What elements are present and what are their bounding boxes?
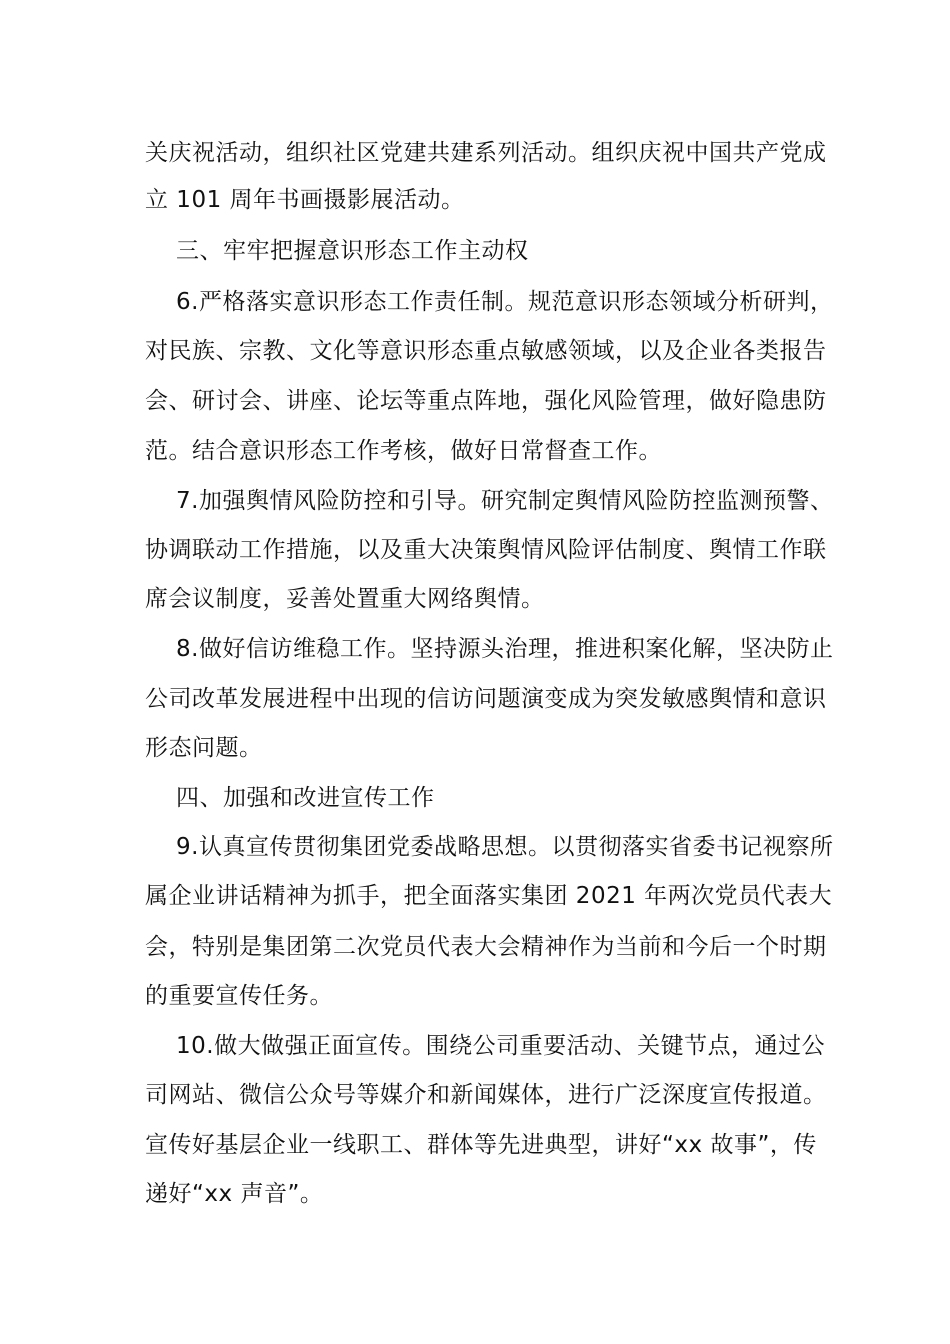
text-line: 会，特别是集团第二次党员代表大会精神作为当前和今后一个时期 [145,934,827,960]
text-line: 属企业讲话精神为抓手，把全面落实集团 2021 年两次党员代表大 [145,883,833,909]
text-line: 会、研讨会、讲座、论坛等重点阵地，强化风险管理，做好隐患防 [145,388,827,414]
text-line: 协调联动工作措施，以及重大决策舆情风险评估制度、舆情工作联 [145,537,827,563]
section-heading: 三、牢牢把握意识形态工作主动权 [176,238,529,264]
text-line: 公司改革发展进程中出现的信访问题演变成为突发敏感舆情和意识 [145,686,827,712]
text-line: 10.做大做强正面宣传。围绕公司重要活动、关键节点，通过公 [176,1033,826,1059]
text-line: 席会议制度，妥善处置重大网络舆情。 [145,586,545,612]
text-line: 递好“xx 声音”。 [145,1181,324,1207]
text-line: 9.认真宣传贯彻集团党委战略思想。以贯彻落实省委书记视察所 [176,834,834,860]
text-line: 关庆祝活动，组织社区党建共建系列活动。组织庆祝中国共产党成 [145,140,827,166]
text-line: 宣传好基层企业一线职工、群体等先进典型，讲好“xx 故事”，传 [145,1132,817,1158]
text-line: 6.严格落实意识形态工作责任制。规范意识形态领域分析研判， [176,289,834,315]
text-line: 范。结合意识形态工作考核，做好日常督查工作。 [145,438,662,464]
text-line: 司网站、微信公众号等媒介和新闻媒体，进行广泛深度宣传报道。 [145,1082,827,1108]
text-line: 7.加强舆情风险防控和引导。研究制定舆情风险防控监测预警、 [176,488,834,514]
section-heading: 四、加强和改进宣传工作 [176,785,435,811]
text-line: 的重要宣传任务。 [145,983,333,1009]
text-line: 8.做好信访维稳工作。坚持源头治理，推进积案化解，坚决防止 [176,636,834,662]
text-line: 形态问题。 [145,735,263,761]
text-line: 立 101 周年书画摄影展活动。 [145,187,465,213]
text-line: 对民族、宗教、文化等意识形态重点敏感领域，以及企业各类报告 [145,338,827,364]
